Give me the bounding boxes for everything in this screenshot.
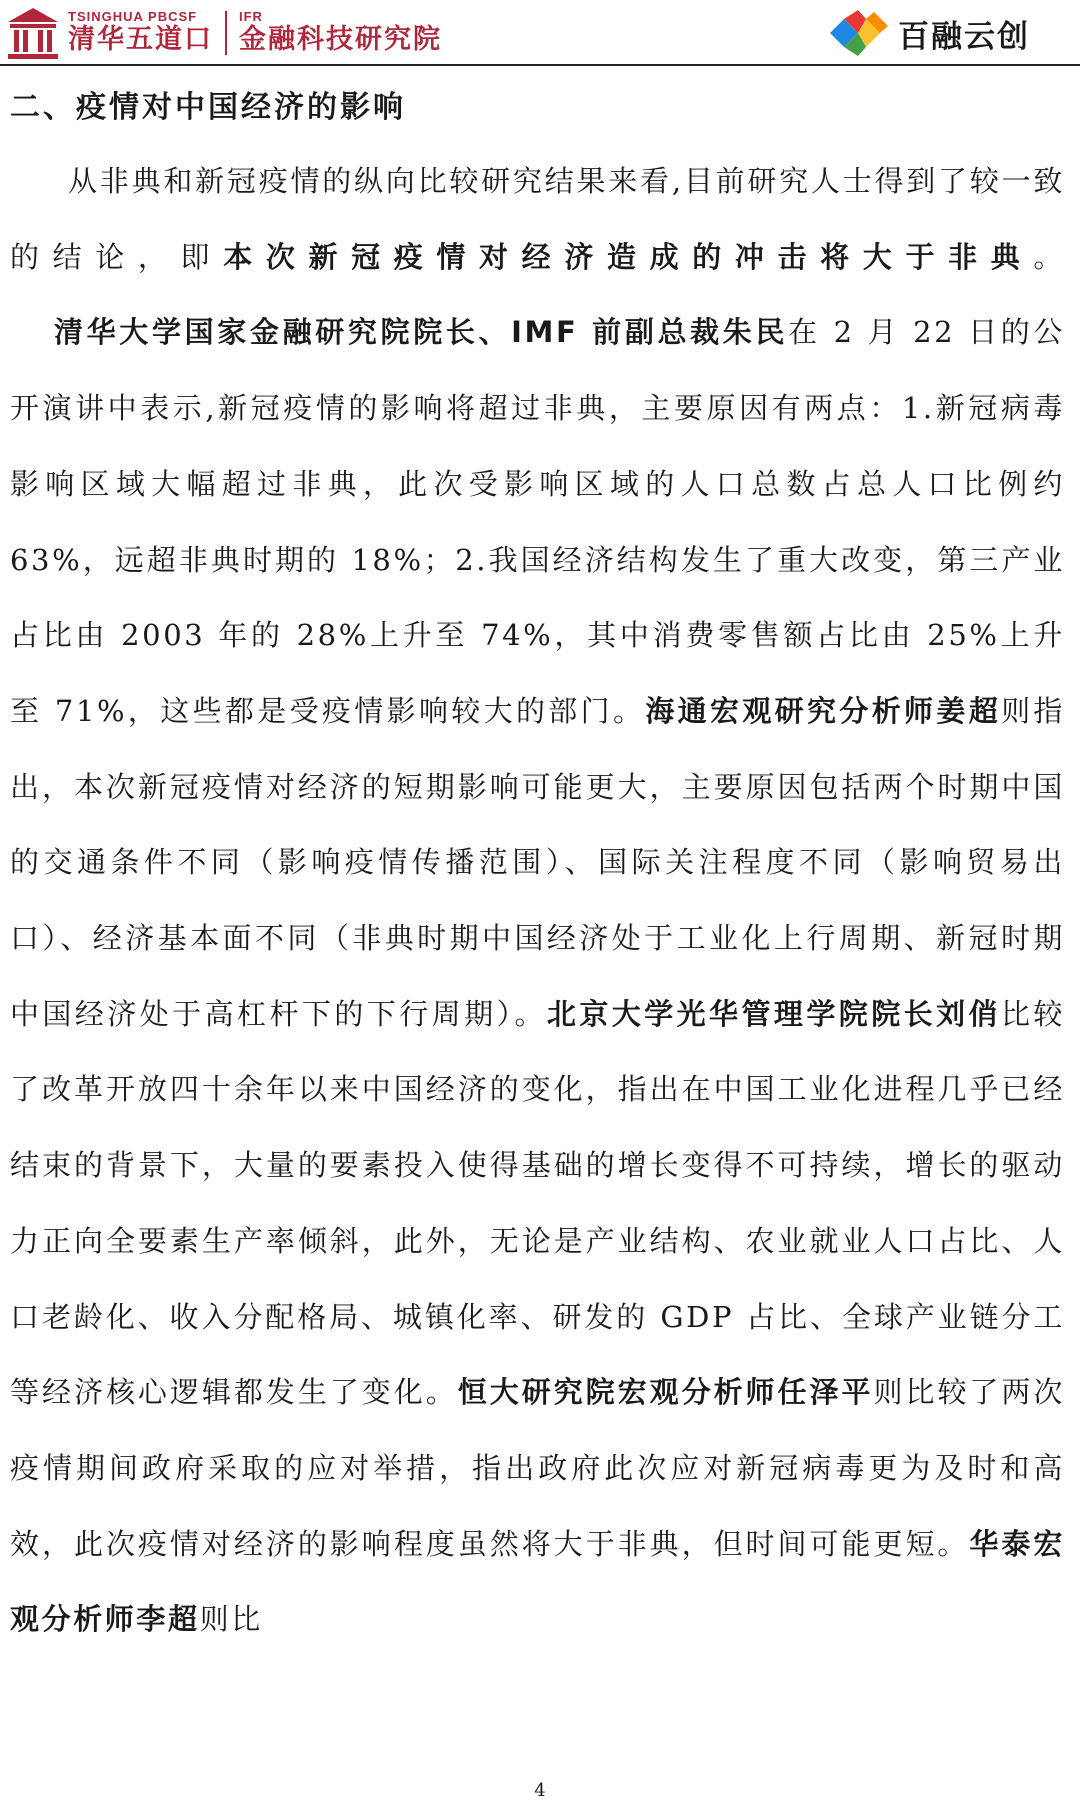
p1-text-1: 从非典和新冠疫情的纵向比较研究结果来看,目前研究人士得到了较一致的结论，即 bbox=[10, 164, 1065, 274]
p2-text-3: 比较了改革开放四十余年以来中国经济的变化，指出在中国工业化进程几乎已经结束的背景下，大量的要素投入使得基础的增长变得不可持续，增长的驱动力正向全要素生产率倾斜，此外，无论是产业结构、农业就业人口占比、人口老龄化、收入分配格局、城镇化率、研发的 GDP 占比、全球产业链分工等经济核心逻辑都发生了变化。 bbox=[10, 996, 1066, 1410]
bairong-name: 百融云创 bbox=[898, 18, 1030, 55]
p2-bold-2: 海通宏观研究分析师姜超 bbox=[645, 693, 1002, 728]
ifr-chinese-name: 金融科技研究院 bbox=[239, 24, 442, 55]
p2-text-1: 在 2 月 22 日的公开演讲中表示,新冠疫情的影响将超过非典，主要原因有两点：1.新冠病毒影响区域大幅超过非典，此次受影响区域的人口总数占总人口比例约 63%，远超非典时期的 18%；2.我国经济结构发生了重大改变，第三产业占比由 2003 年的 28%上升至 74%，其中消费零售额占比由 25%上升至 71%，这些都是受疫情影响较大的部门。 bbox=[10, 315, 1065, 728]
page-header bbox=[0, 0, 1080, 64]
p2-text-5: 则比 bbox=[199, 1602, 263, 1637]
page-number: 4 bbox=[534, 1780, 546, 1801]
article-body bbox=[10, 80, 1065, 1658]
paragraph-2 bbox=[10, 295, 1065, 1658]
p2-bold-4: 恒大研究院宏观分析师任泽平 bbox=[457, 1375, 874, 1410]
bairong-logo bbox=[830, 10, 1030, 56]
section-title: 二、疫情对中国经济的影响 bbox=[10, 90, 406, 125]
tsinghua-tower-icon bbox=[6, 6, 60, 60]
p2-bold-3: 北京大学光华管理学院院长刘俏 bbox=[546, 996, 1001, 1031]
header-rule bbox=[0, 64, 1080, 66]
p2-bold-1: 清华大学国家金融研究院院长、IMF 前副总裁朱民 bbox=[54, 315, 789, 350]
p1-bold-1: 本次新冠疫情对经济造成的冲击将大于非典 bbox=[223, 239, 1034, 274]
p1-text-2: 。 bbox=[1033, 239, 1065, 274]
colorful-diamond-icon bbox=[830, 10, 888, 56]
paragraph-1 bbox=[10, 144, 1065, 295]
p2-text-2: 则指出，本次新冠疫情对经济的短期影响可能更大，主要原因包括两个时期中国的交通条件不同（影响疫情传播范围）、国际关注程度不同（影响贸易出口）、经济基本面不同（非典时期中国经济处于工业化上行周期、新冠时期中国经济处于高杠杆下的下行周期）。 bbox=[10, 693, 1066, 1031]
pbcsf-chinese-name: 清华五道口 bbox=[68, 24, 213, 55]
header-divider bbox=[225, 11, 227, 55]
tsinghua-pbcsf-logo bbox=[6, 6, 442, 60]
p2-text-4: 则比较了两次疫情期间政府采取的应对举措，指出政府此次应对新冠病毒更为及时和高效，此次疫情对经济的影响程度虽然将大于非典，但时间可能更短。 bbox=[10, 1375, 1065, 1561]
ifr-english-name: IFR bbox=[239, 9, 263, 24]
pbcsf-english-name: TSINGHUA PBCSF bbox=[68, 9, 198, 24]
p2-bold-5: 华泰宏观分析师李超 bbox=[10, 1526, 1065, 1637]
